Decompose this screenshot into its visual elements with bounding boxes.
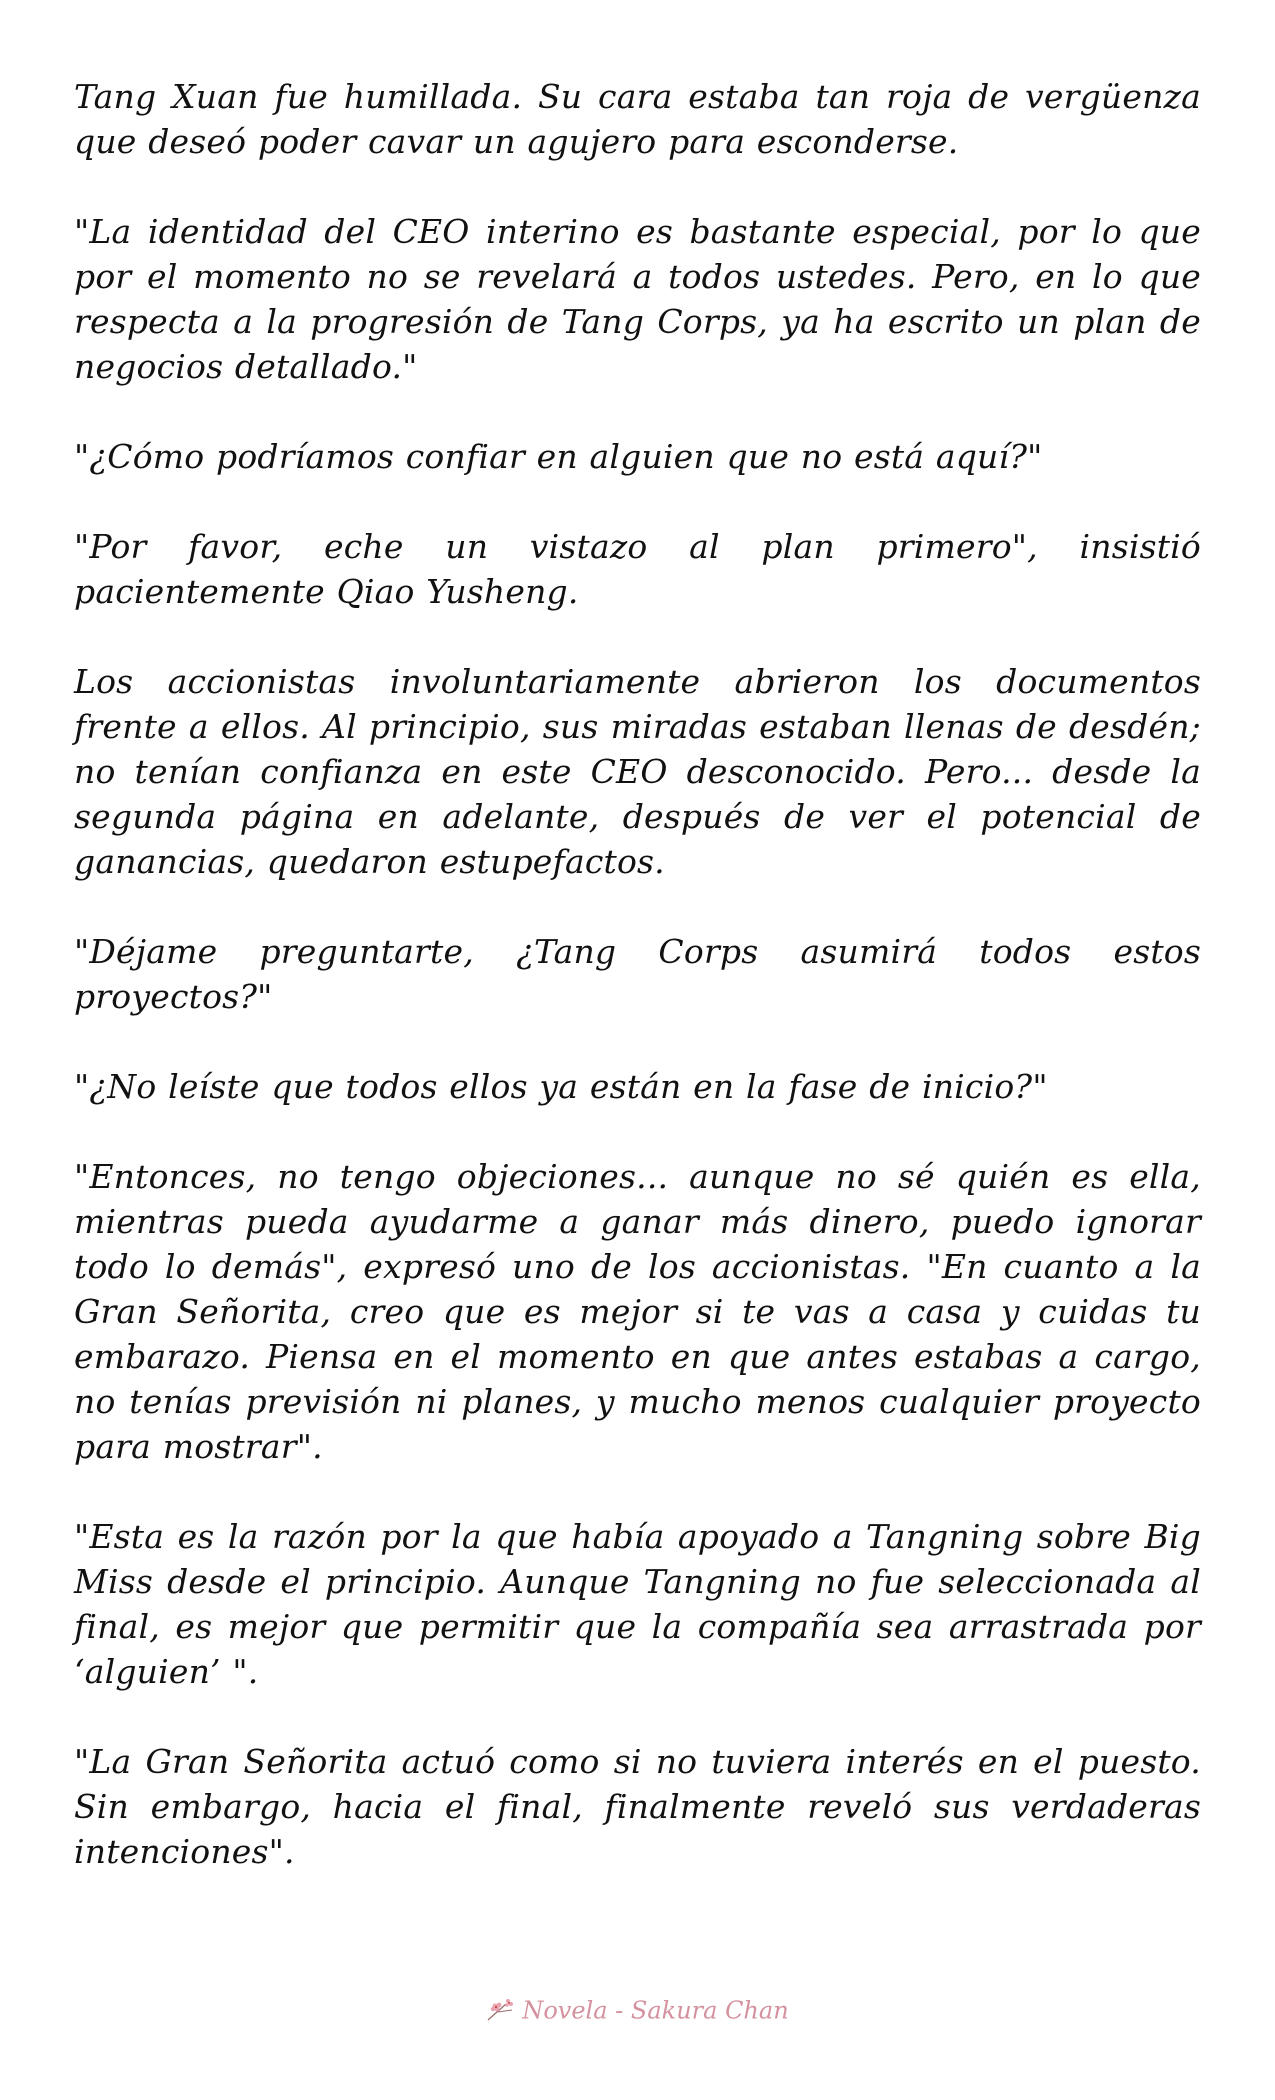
watermark [0,1996,1275,2028]
paragraph: Tang Xuan fue humillada. Su cara estaba tan roja de vergüenza que deseó poder cavar un agujero para esconderse. [74,77,1201,161]
cherry-blossom-icon [486,1996,516,2028]
watermark-text: Novela - Sakura Chan [522,1996,789,2025]
paragraph: "Déjame preguntarte, ¿Tang Corps asumirá todos estos proyectos?" [74,932,1201,1016]
paragraph: Los accionistas involuntariamente abrieron los documentos frente a ellos. Al principio, sus miradas estaban llenas de desdén; no tenían confianza en este CEO desconocido. Pero... desde la segunda página en adelante, después de ver el potencial de ganancias, quedaron estupefactos. [74,662,1201,881]
paragraph: "¿No leíste que todos ellos ya están en la fase de inicio?" [74,1067,1048,1106]
paragraph: "Por favor, eche un vistazo al plan primero", insistió pacientemente Qiao Yusheng. [74,527,1201,611]
paragraph: "La identidad del CEO interino es bastante especial, por lo que por el momento no se revelará a todos ustedes. Pero, en lo que respecta a la progresión de Tang Corps, ya ha escrito un plan de negocios detallado." [74,212,1201,386]
paragraph: "Entonces, no tengo objeciones... aunque no sé quién es ella, mientras pueda ayudarme a ganar más dinero, puedo ignorar todo lo demás", expresó uno de los accionistas. "En cuanto a la Gran Señorita, creo que es mejor si te vas a casa y cuidas tu embarazo. Piensa en el momento en que antes estabas a cargo, no tenías previsión ni planes, y mucho menos cualquier proyecto para mostrar". [74,1157,1201,1466]
paragraph: "La Gran Señorita actuó como si no tuviera interés en el puesto. Sin embargo, hacia el final, finalmente reveló sus verdaderas intenciones". [74,1742,1201,1871]
novel-page [74,74,1201,1874]
paragraph: "Esta es la razón por la que había apoyado a Tangning sobre Big Miss desde el principio. Aunque Tangning no fue seleccionada al final, es mejor que permitir que la compañía sea arrastrada por ‘alguien’ ". [74,1517,1201,1691]
paragraph: "¿Cómo podríamos confiar en alguien que no está aquí?" [74,437,1043,476]
